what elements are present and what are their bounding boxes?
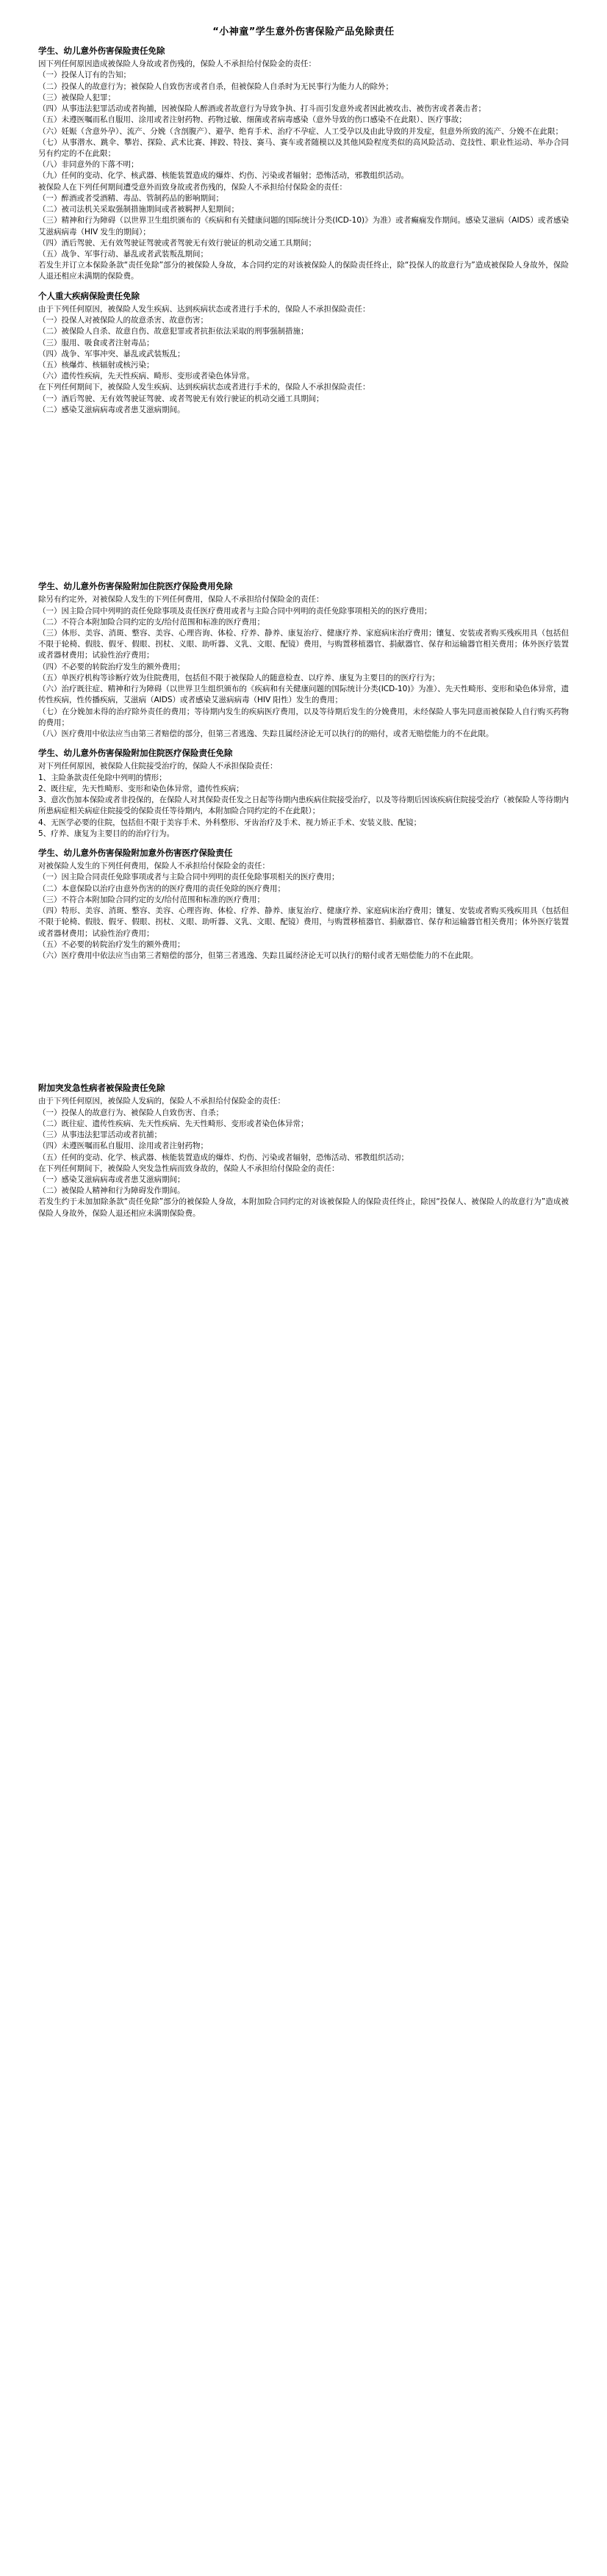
- para-hp-3: 2、既往症，先天性畸形、变形和染色体异常，遗传性疾病；: [38, 784, 244, 793]
- para-10: （九）任何的变动、化学、核武器、核能装置造成的爆炸、灼伤、污染或者辐射；恐怖活动，邪教组织活动。: [38, 171, 409, 181]
- para-9: （八）非同意外的下落不明；: [38, 160, 139, 170]
- para-ci-3: （二）被保险人自杀、故意自伤、故意犯罪或者抗拒依法采取的刑事强制措施；: [38, 327, 309, 336]
- para-ci-10: （二）感染艾滋病病毒或者患艾滋病期间。: [38, 405, 185, 414]
- heading-hospital-exclusion: 学生、幼儿意外伤害保险附加住院医疗保险责任免除: [38, 748, 233, 759]
- para-om-3: （二）本意保险以治疗由意外伤害的的医疗费用的责任免除的医疗费用；: [38, 884, 285, 893]
- para-om-1: 对被保险人发生的下列任何费用，保险人不承担给付保险金的责任：: [38, 862, 270, 871]
- heading-outpatient-exclusion: 学生、幼儿意外伤害保险附加住院医疗保险费用免除: [38, 581, 233, 592]
- para-op-3: （二）不符合本附加险合同约定的支/给付范围和标准的医疗费用；: [38, 617, 265, 627]
- para-om-4: （三）不符合本附加险合同约定的支/给付范围和标准的医疗费用；: [38, 895, 265, 904]
- para-om-2: （一）因主险合同责任免除事项或者与主险合同中列明的责任免除事项相关的医疗费用；: [38, 873, 340, 882]
- page-title: “小神童”学生意外伤害保险产品免除责任: [212, 26, 395, 37]
- section-critical-illness: [38, 290, 569, 416]
- section-student-accident: [38, 45, 569, 283]
- para-ci-7: （六）遗传性疾病，先天性疾病、畸形、变形或者染色体异常。: [38, 372, 254, 381]
- para-11: 被保险人在下列任何期间遭受意外而致身故或者伤残的，保险人不承担给付保险金的责任：: [38, 182, 347, 192]
- para-ci-1: 由于下列任何原因，被保险人发生疾病、达到疾病状态或者进行手术的，保险人不承担保险责任：: [38, 304, 370, 314]
- para-6: （五）未遵医嘱而私自服用、涂用或者注射药物、药物过敏、细菌或者病毒感染（意外导致的伤口感染不在此限）、医疗事故；: [38, 115, 467, 125]
- para-12: （一）醉酒或者受酒精、毒品、管制药品的影响期间；: [38, 193, 223, 203]
- heading-student-accident-exclusion: 学生、幼儿意外伤害保险责任免除: [38, 46, 165, 56]
- section-infectious-disease: [38, 1082, 569, 1219]
- para-2: （一）投保人订有的告知；: [38, 71, 131, 80]
- para-if-10: 若发生约于未加加除条款“责任免除”部分的被保险人身故，本附加险合同约定的对该被保险人的保险责任终止，除因“投保人、被保险人的故意行为”造成被保险人身故外，保险人退还相应未满期保险费。: [38, 1197, 569, 1218]
- heading-outpatient-medical-exclusion: 学生、幼儿意外伤害保险附加意外伤害医疗保险责任: [38, 847, 233, 858]
- para-if-8: （一）感染艾滋病病毒或者患艾滋病期间；: [38, 1175, 185, 1184]
- para-op-4: （三）体形、美容、消斑、整容、美容、心理咨询、体检、疗养、静养、康复治疗、健康疗养、家庭病床治疗费用；镶复、安装或者购买残疾用具（包括但不限于轮椅、假肢、假牙、假眼、拐杖、义眼、助听器、义乳、文眼、配镜）费用，与购置移植器官、捐献器官、保存和运输器官相关费用；体外医疗装置或者器材费用；试验性治疗费用；: [38, 628, 569, 660]
- para-ci-2: （一）投保人对被保险人的故意杀害、故意伤害；: [38, 316, 208, 325]
- para-if-7: 在下列任何期间下，被保险人突发急性病而致身故的，保险人不承担给付保险金的责任：: [38, 1163, 340, 1173]
- para-7: （六）妊娠（含意外孕）、流产、分娩（含剖腹产）、避孕、绝育手术、治疗不孕症、人工受孕以及由此导致的并发症，但意外所致的流产、分娩不在此限；: [38, 126, 563, 136]
- para-om-5: （四）特形、美容、消斑、整容、美容、心理咨询、体检、疗养、静养、康复治疗、健康疗养、家庭病床治疗费用；镶复、安装或者购买残疾用具（包括但不限于轮椅、假肢、假牙、假眼、拐杖、义眼、助听器、义乳、文眼、配镜）费用，与购置移植器官、捐献器官、保存和运输器官相关费用；体外医疗装置或者器材费用；试验性治疗费用；: [38, 906, 569, 938]
- para-14: （三）精神和行为障碍（以世界卫生组织颁布的《疾病和有关健康问题的国际统计分类(ICD-10)》为准）或者癫痫发作期间。感染艾滋病（AIDS）或者感染艾滋病病毒（HIV 发生的期间）；: [38, 216, 569, 237]
- para-if-1: 由于下列任何原因，被保险人发病的，保险人不承担给付保险金的责任：: [38, 1097, 285, 1106]
- para-hp-6: 5、疗养、康复为主要目的的治疗行为。: [38, 829, 175, 838]
- para-ci-5: （四）战争、军事冲突、暴乱或武装叛乱；: [38, 349, 185, 358]
- spacer-block-2: [38, 964, 569, 1075]
- heading-infectious-exclusion: 附加突发急性病者被保险责任免除: [38, 1083, 165, 1094]
- section-outpatient-medical-fee: [38, 580, 569, 740]
- para-13: （二）被司法机关采取强制措施期间或者被羁押人犯期间；: [38, 205, 239, 214]
- para-if-6: （五）任何的变动、化学、核武器、核能装置造成的爆炸、灼伤、污染或者辐射，恐怖活动、邪教组织活动；: [38, 1152, 409, 1162]
- para-ci-8: 在下列任何期间下，被保险人发生疾病、达到疾病状态或者进行手术的，保险人不承担保险责任：: [38, 383, 370, 392]
- spacer-block-1: [38, 419, 569, 573]
- para-hp-5: 4、无医学必要的住院，包括但不限于美容手术、外科整形、牙齿治疗及手术、视力矫正手术、安装义肢、配镜；: [38, 818, 422, 827]
- para-hp-1: 对下列任何原因，被保险人住院接受治疗的，保险人不承担保险责任：: [38, 762, 278, 771]
- para-hp-2: 1、主险条款责任免除中列明的情形；: [38, 773, 167, 782]
- para-op-2: （一）因主险合同中列明的责任免除事项及责任医疗费用或者与主险合同中列明的责任免除事项相关的的医疗费用；: [38, 606, 432, 616]
- para-om-7: （六）医疗费用中依法应当由第三者赔偿的部分，但第三者逃逸、失踪且属经济论无可以执行的赔付或者无赔偿能力的不在此限。: [38, 950, 478, 960]
- para-op-8: （七）在分娩加未得的治疗除外责任的费用；等待期内发生的疾病医疗费用，以及等待期后发生的分娩费用，未经保险人事先同意而被保险人自行购买药物的费用；: [38, 707, 569, 727]
- para-if-5: （四）未遵医嘱而私自服用、涂用或者注射药物；: [38, 1141, 208, 1151]
- para-om-6: （五）不必要的转院治疗发生的额外费用；: [38, 939, 185, 949]
- para-4: （三）被保险人犯罪；: [38, 93, 115, 102]
- para-1: 因下列任何原因造成被保险人身故或者伤残的，保险人不承担给付保险金的责任：: [38, 59, 316, 69]
- section-hospital-medical: [38, 747, 569, 840]
- para-if-9: （二）被保险人精神和行为障碍发作期间。: [38, 1186, 185, 1196]
- para-17: 若发生并订立本保险条款“责任免除”部分的被保险人身故，本合同约定的对该被保险人的保险责任终止，除“投保人的故意行为”造成被保险人身故外，保险人退还相应未满期的保险费。: [38, 261, 569, 281]
- para-op-7: （六）治疗既往症、精神和行为障碍（以世界卫生组织颁布的《疾病和有关健康问题的国际统计分类(ICD-10)》为准）、先天性畸形、变形和染色体异常，遗传性疾病，性传播疾病，艾滋病（AIDS）或者感染艾滋病病毒（HIV 阳性）发生的费用；: [38, 685, 569, 705]
- para-if-2: （一）投保人的故意行为、被保险人自致伤害、自杀；: [38, 1108, 223, 1117]
- para-5: （四）从事违法犯罪活动或者拘捕，因被保险人醉酒或者故意行为导致争执、打斗而引发意外或者因此被攻击、被伤害或者袭击者；: [38, 104, 486, 114]
- para-op-5: （四）不必要的转院治疗发生的额外费用；: [38, 662, 185, 671]
- para-if-3: （二）既往症、遗传性疾病、先天性疾病、先天性畸形、变形或者染色体异常；: [38, 1119, 309, 1128]
- para-ci-9: （一）酒后驾驶、无有效驾驶证驾驶、或者驾驶无有效行驶证的机动交通工具期间；: [38, 394, 324, 403]
- para-16: （五）战争、军事行动、暴乱或者武装叛乱期间；: [38, 249, 208, 259]
- para-15: （四）酒后驾驶、无有效驾驶证驾驶或者驾驶无有效行驶证的机动交通工具期间；: [38, 238, 316, 248]
- para-op-1: 除另有约定外，对被保险人发生的下列任何费用，保险人不承担给付保险金的责任：: [38, 595, 324, 605]
- para-op-9: （八）医疗费用中依法应当由第三者赔偿的部分，但第三者逃逸、失踪且属经济论无可以执行的的赔付，或者无赔偿能力的不在此限。: [38, 729, 494, 738]
- para-hp-4: 3、意次伤加本保险或者非投保的，在保险人对其保险责任发之日起等待期内患疾病住院接受治疗，以及等待期后因该疾病住院接受治疗（被保险人等待期内所患病症相关病症住院接受的保险责任等待期内，本附加险合同约定的不在此限）；: [38, 795, 569, 816]
- heading-critical-illness-exclusion: 个人重大疾病保险责任免除: [38, 290, 140, 301]
- section-accident-medical: [38, 847, 569, 962]
- para-ci-4: （三）服用、吸食或者注射毒品；: [38, 338, 154, 347]
- para-if-4: （三）从事违法犯罪活动或者抗捕；: [38, 1130, 162, 1140]
- para-8: （七）从事潜水、跳伞、攀岩、探险、武术比赛、摔跤、特技、赛马、赛车或者随模以及其他风险程度类似的高风险活动、竞技性、职业性运动、举办合同另有约定的不在此限；: [38, 137, 569, 158]
- para-ci-6: （五）核爆炸、核辐射或核污染；: [38, 360, 154, 369]
- para-op-6: （五）单医疗机构等诊断疗效为住院费用，包括但不限于被保险人的随意检查、以疗养、康复为主要目的的医疗行为；: [38, 673, 439, 682]
- para-3: （二）投保人的故意行为；被保险人自致伤害或者自杀，但被保险人自杀时为无民事行为能力人的除外；: [38, 82, 393, 91]
